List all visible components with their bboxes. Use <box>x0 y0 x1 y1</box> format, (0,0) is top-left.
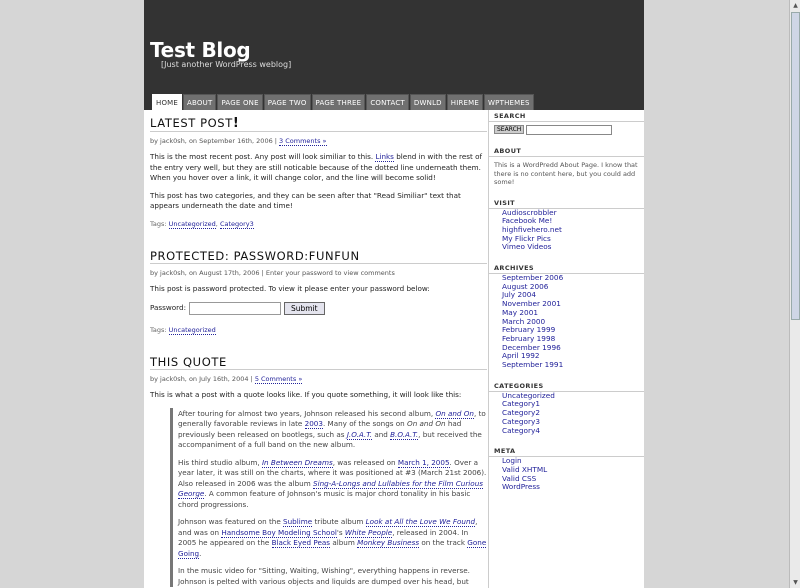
visit-link[interactable]: highfivehero.net <box>502 224 562 234</box>
sidebar-categories <box>489 380 644 436</box>
nav-item-page-three[interactable]: PAGE THREE <box>312 94 366 110</box>
text: had previously been released on bootlegs, such as <box>178 419 462 439</box>
post-paragraph: This is what a post with a quote looks like. If you quote something, it will look like this: <box>150 390 462 399</box>
visit-link[interactable]: Facebook Me! <box>502 216 553 226</box>
post-meta: by jack0sh, on August 17th, 2006 | Enter your password to view comments <box>150 268 395 277</box>
quote-paragraph <box>178 458 487 511</box>
post-meta-text: by jack0sh, on July 16th, 2004 | <box>150 374 253 383</box>
archive-link[interactable]: September 1991 <box>502 360 564 370</box>
tags-label: Tags: <box>150 219 167 228</box>
link[interactable] <box>390 430 418 440</box>
link[interactable]: Sublime <box>283 517 313 526</box>
sidebar-meta <box>489 445 644 492</box>
text: After touring for almost two years, Johnson released his second album, <box>178 408 436 418</box>
text: His third studio album, <box>178 457 262 467</box>
link[interactable]: Black Eyed Peas <box>271 538 331 547</box>
quote-paragraph: In the music video for "Sitting, Waiting, Wishing", everything happens in reverse. Johnson is pelted with various objects and liquids are dumped over his head, but <box>178 566 470 586</box>
sidebar-about <box>489 145 644 187</box>
post-meta-text: by jack0sh, on September 16th, 2006 | <box>150 136 277 145</box>
link[interactable] <box>262 458 333 468</box>
page-container <box>144 0 644 588</box>
text: . A common feature of Johnson's music is major chord tonality in his basic chord progressions. <box>178 489 471 509</box>
post-tags <box>150 219 487 230</box>
link[interactable]: Gone Going <box>178 538 487 558</box>
text: and <box>372 429 391 439</box>
text: , to generally favorable reviews in late <box>178 408 486 428</box>
blog-description: [Just another WordPress weblog] <box>161 60 292 69</box>
list-item <box>502 483 644 492</box>
tag-link[interactable]: Category3 <box>219 219 254 228</box>
search-form <box>489 122 644 135</box>
sidebar-heading: ARCHIVES <box>489 262 644 274</box>
visit-list <box>489 209 644 253</box>
list-item <box>502 361 644 370</box>
list-item <box>502 243 644 252</box>
main-content <box>144 110 487 588</box>
nav-item-page-two[interactable]: PAGE TWO <box>264 94 311 110</box>
password-label: Password: <box>150 302 186 312</box>
link[interactable] <box>345 528 392 538</box>
post-title[interactable] <box>150 118 487 132</box>
sidebar-heading: ABOUT <box>489 145 644 157</box>
archive-link[interactable]: August 2006 <box>502 281 549 291</box>
nav-item-hireme[interactable]: HIREME <box>447 94 483 110</box>
post-title[interactable]: PROTECTED: PASSWORD:FUNFUN <box>150 251 487 264</box>
category-link[interactable]: Category4 <box>502 425 540 435</box>
link[interactable] <box>435 409 474 419</box>
post-latest <box>150 118 487 229</box>
text: On and On <box>407 419 446 428</box>
text: , released in 2004. In 2005 he appeared on the <box>178 527 469 547</box>
list-item <box>502 427 644 436</box>
archive-link[interactable]: April 1992 <box>502 351 540 361</box>
blockquote <box>170 408 487 588</box>
link[interactable]: Handsome Boy Modeling School <box>221 527 337 537</box>
password-form <box>150 302 487 315</box>
archive-link[interactable]: July 2004 <box>502 290 537 300</box>
link[interactable] <box>347 430 372 440</box>
scroll-thumb[interactable] <box>791 12 800 320</box>
window-scrollbar[interactable] <box>789 0 800 588</box>
meta-list <box>489 457 644 492</box>
category-link[interactable]: Category2 <box>502 408 540 418</box>
post-tags <box>150 325 487 336</box>
archive-link[interactable]: February 1998 <box>502 333 556 343</box>
link[interactable]: 2003 <box>304 419 323 428</box>
post-title-bang: ! <box>232 116 240 131</box>
quote-paragraph <box>178 517 487 559</box>
about-text: This is a WordPredd About Page. I know that there is no content here, but you could add some! <box>494 161 638 186</box>
sidebar-visit <box>489 197 644 253</box>
text: blend in with the rest of the entry very well, but they are still noticable because of the dotted line underneath them. When you hover over a link, it will change color, and the line will become solid! <box>150 152 483 182</box>
visit-link[interactable]: My Flickr Pics <box>502 233 551 243</box>
post-paragraph <box>150 152 487 184</box>
archives-list <box>489 274 644 370</box>
tag-separator: , <box>215 219 218 228</box>
category-link[interactable]: Uncategorized <box>502 390 555 400</box>
comments-link[interactable]: 5 Comments » <box>254 374 303 383</box>
text: This is the most recent post. Any post will look similiar to this. <box>150 152 376 161</box>
archive-link[interactable]: November 2001 <box>502 299 561 309</box>
nav-item-dwnld[interactable]: DWNLD <box>410 94 446 110</box>
nav-item-about[interactable]: ABOUT <box>183 94 216 110</box>
link-text[interactable]: In Between Dreams <box>261 457 333 467</box>
link-text[interactable]: Sing-A-Longs and Lullabies for the Film Curious George <box>178 478 484 498</box>
archive-link[interactable]: May 2001 <box>502 307 538 317</box>
link[interactable] <box>366 517 475 527</box>
text: , but received the accompaniment of a full band on the new album. <box>178 429 482 449</box>
submit-button[interactable]: Submit <box>284 302 325 315</box>
archive-link[interactable]: February 1999 <box>502 325 556 335</box>
archive-link[interactable]: March 2000 <box>502 316 546 326</box>
link-text[interactable]: B.O.A.T. <box>390 429 419 439</box>
category-link[interactable]: Category1 <box>502 399 540 409</box>
link-text[interactable]: White People <box>344 527 393 537</box>
link[interactable]: March 1, 2005 <box>397 457 450 467</box>
category-link[interactable]: Category3 <box>502 416 540 426</box>
text: . <box>199 548 202 558</box>
blog-header <box>144 0 644 110</box>
text: . Many of the songs on <box>322 419 408 428</box>
visit-link[interactable]: Audioscrobbler <box>502 207 557 217</box>
sidebar-archives <box>489 262 644 370</box>
scroll-up-arrow-icon[interactable]: ▲ <box>793 2 798 9</box>
meta-link[interactable]: Login <box>502 456 522 466</box>
nav-item-home[interactable]: HOME <box>152 94 182 110</box>
tag-link[interactable]: Uncategorized <box>168 325 216 334</box>
blog-title[interactable]: Test Blog <box>150 38 251 62</box>
link-text[interactable]: J.O.A.T. <box>346 429 373 439</box>
text: on the track <box>419 538 468 547</box>
link-text[interactable]: On and On <box>435 408 474 418</box>
post-paragraph: This post is password protected. To view it please enter your password below: <box>150 284 430 293</box>
search-input[interactable] <box>526 125 612 135</box>
password-input[interactable] <box>189 302 281 315</box>
post-meta <box>150 136 487 147</box>
text: Johnson was featured on the <box>178 517 284 526</box>
meta-link[interactable]: Valid CSS <box>502 473 537 483</box>
categories-list <box>489 392 644 436</box>
sidebar-heading: VISIT <box>489 197 644 209</box>
main-nav <box>152 94 534 110</box>
sidebar-search <box>489 110 644 135</box>
comments-link[interactable]: 3 Comments » <box>279 136 327 145</box>
search-button[interactable]: SEARCH <box>494 125 524 134</box>
post-meta <box>150 374 487 385</box>
nav-item-contact[interactable]: CONTACT <box>366 94 409 110</box>
sidebar-heading: CATEGORIES <box>489 380 644 392</box>
text: 's <box>336 527 345 537</box>
link-text[interactable]: Look at All the Love We Found <box>365 517 476 526</box>
links-link[interactable]: Links <box>375 152 394 161</box>
post-title-text[interactable]: LATEST POST <box>150 116 233 130</box>
sidebar-heading: SEARCH <box>489 110 644 122</box>
post-quote <box>150 357 487 587</box>
text: , and was on <box>178 517 478 537</box>
post-protected <box>150 251 487 335</box>
archive-link[interactable]: September 2006 <box>502 273 564 283</box>
text: album <box>330 538 358 547</box>
link[interactable] <box>357 538 419 548</box>
text: . Over a year later, it was still on the charts, where it was positioned at #3 (March 21st 2006). Also released in 2006 was the album <box>178 457 487 488</box>
text: , was released on <box>332 457 398 467</box>
visit-link[interactable]: Vimeo Videos <box>502 242 552 252</box>
meta-link[interactable]: WordPress <box>502 482 540 492</box>
tag-link[interactable]: Uncategorized <box>168 219 216 228</box>
post-paragraph: This post has two categories, and they can be seen after that "Read Similiar" text that appears underneath the date and time! <box>150 190 461 210</box>
sidebar-heading: META <box>489 445 644 457</box>
sidebar <box>488 110 644 588</box>
link-text[interactable]: Monkey Business <box>357 538 420 547</box>
nav-item-page-one[interactable]: PAGE ONE <box>217 94 262 110</box>
meta-link[interactable]: Valid XHTML <box>502 464 548 474</box>
archive-link[interactable]: December 1996 <box>502 342 561 352</box>
nav-item-wpthemes[interactable]: WPTHEMES <box>484 94 534 110</box>
quote-paragraph <box>178 409 487 451</box>
scroll-down-arrow-icon[interactable]: ▼ <box>793 579 798 586</box>
post-title[interactable]: THIS QUOTE <box>150 357 487 370</box>
text: tribute album <box>312 517 366 526</box>
tags-label: Tags: <box>150 325 167 334</box>
